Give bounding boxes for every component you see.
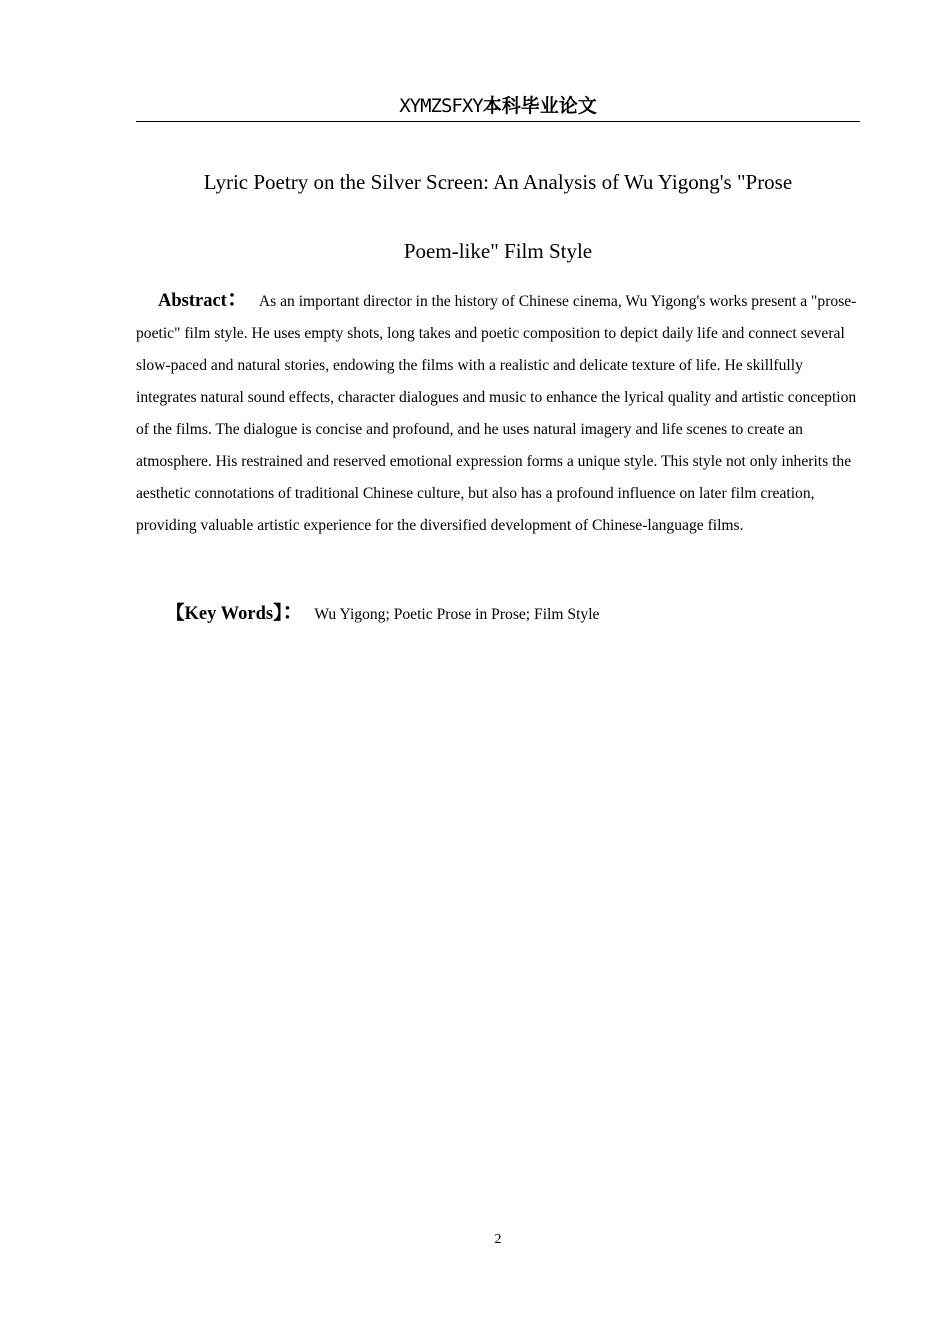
thesis-title-line-1: Lyric Poetry on the Silver Screen: An Analysis of Wu Yigong's "Prose [203,170,793,194]
keywords-colon: ： [282,599,305,624]
keywords-label: 【Key Words】 [166,604,283,624]
keywords-line [166,596,599,631]
thesis-title [136,148,860,286]
abstract-label: Abstract [158,291,227,311]
abstract-paragraph [136,283,860,542]
keywords-text: Wu Yigong; Poetic Prose in Prose; Film Style [314,606,600,623]
thesis-title-line-2: Poem-like" Film Style [403,239,593,263]
header-school-code: XYMZSFXY [399,95,483,117]
page-number: 2 [494,1232,502,1247]
abstract-text: As an important director in the history of Chinese cinema, Wu Yigong's works present a "prose-poetic" film style. He uses empty shots, long takes and poetic composition to depict daily life and connect several slow-paced and natural stories, endowing the films with a realistic and delicate texture of life. He skillfully integrates natural sound effects, character dialogues and music to enhance the lyrical quality and artistic conception of the films. The dialogue is concise and profound, and he uses natural imagery and life scenes to create an atmosphere. His restrained and reserved emotional expression forms a unique style. This style not only inherits the aesthetic connotations of traditional Chinese culture, but also has a profound influence on later film creation, providing valuable artistic experience for the diversified development of Chinese-language films. [136,293,857,534]
header-thesis-label: 本科毕业论文 [482,95,597,117]
page-header [136,92,860,122]
abstract-colon: ： [226,286,249,311]
